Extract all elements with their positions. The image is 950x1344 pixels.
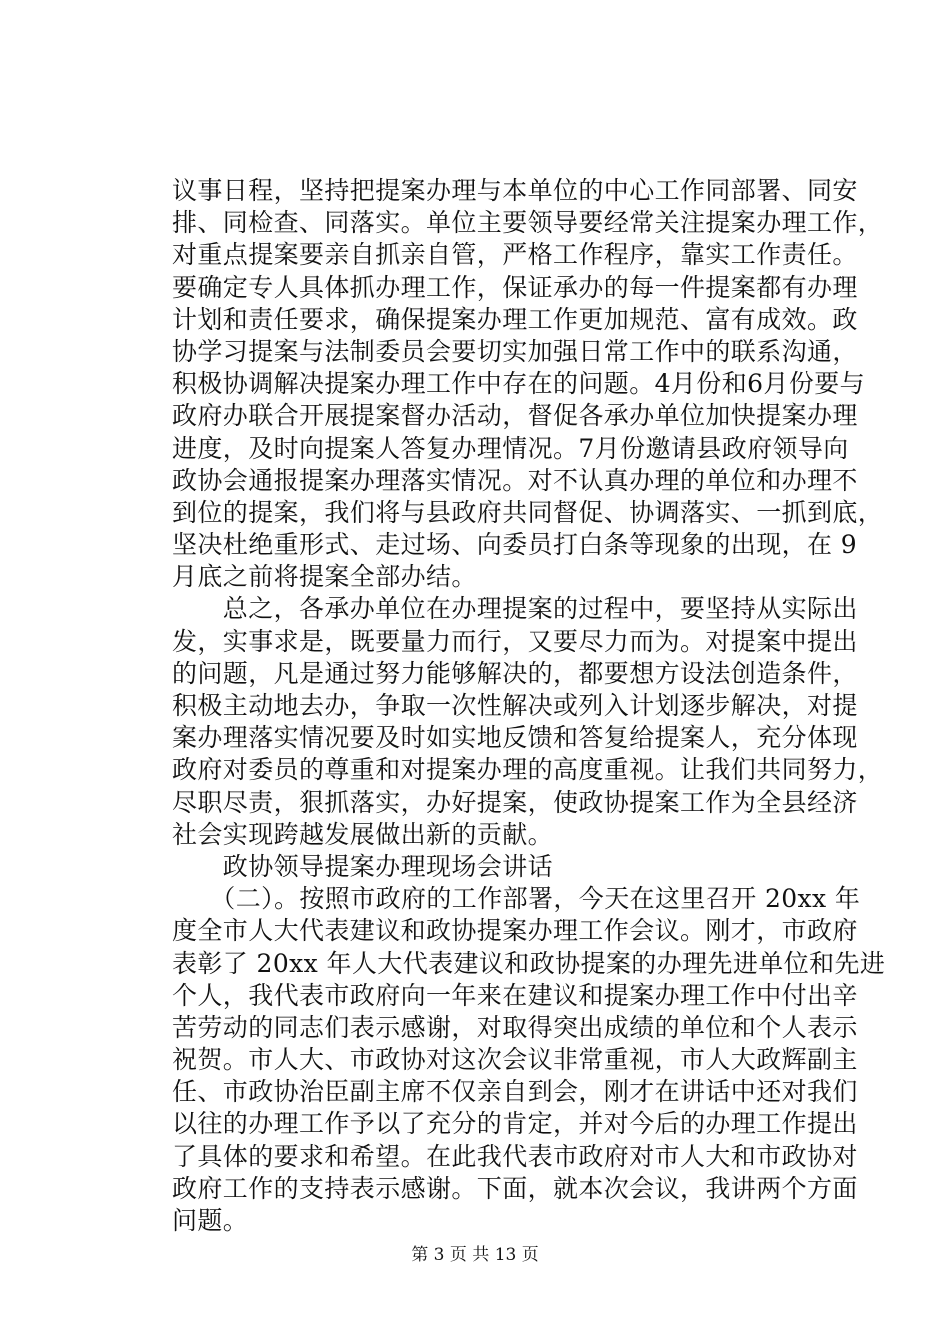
text-line: 积极主动地去办，争取一次性解决或列入计划逐步解决，对提: [172, 691, 858, 720]
text-line: 进度，及时向提案人答复办理情况。7月份邀请县政府领导向: [172, 433, 849, 463]
text-line: 任、市政协治臣副主席不仅亲自到会，刚才在讲话中还对我们: [172, 1077, 858, 1107]
text-line: 的问题，凡是通过努力能够解决的，都要想方设法创造条件，: [172, 658, 858, 688]
text-line: 政协领导提案办理现场会讲话: [172, 851, 554, 881]
text-line: 政府对委员的尊重和对提案办理的高度重视。让我们共同努力，: [172, 755, 884, 785]
text-line: （二）。按照市政府的工作部署，今天在这里召开 20xx 年: [172, 884, 861, 914]
text-line: 祝贺。市人大、市政协对这次会议非常重视，市人大政辉副主: [172, 1045, 858, 1075]
text-line: 问题。: [172, 1206, 249, 1235]
text-line: 表彰了 20xx 年人大代表建议和政协提案的办理先进单位和先进: [172, 948, 886, 978]
text-line: 案办理落实情况要及时如实地反馈和答复给提案人，充分体现: [172, 723, 858, 753]
text-line: 政府办联合开展提案督办活动，督促各承办单位加快提案办理: [172, 401, 858, 431]
text-line: 了具体的要求和希望。在此我代表市政府对市人大和市政协对: [172, 1141, 858, 1171]
text-line: 尽职尽责，狠抓落实，办好提案，使政协提案工作为全县经济: [172, 787, 858, 817]
text-line: 积极协调解决提案办理工作中存在的问题。4月份和6月份要与: [172, 369, 866, 399]
text-line: 政府工作的支持表示感谢。下面，就本次会议，我讲两个方面: [172, 1173, 858, 1203]
text-line: 月底之前将提案全部办结。: [172, 562, 477, 592]
text-line: 发，实事求是，既要量力而行，又要尽力而为。对提案中提出: [172, 626, 858, 656]
text-line: 排、同检查、同落实。单位主要领导要经常关注提案办理工作，: [172, 208, 884, 238]
text-line: 坚决杜绝重形式、走过场、向委员打白条等现象的出现，在 9: [172, 530, 858, 560]
text-line: 到位的提案，我们将与县政府共同督促、协调落实、一抓到底，: [172, 497, 884, 527]
text-line: 政协会通报提案办理落实情况。对不认真办理的单位和办理不: [172, 465, 858, 495]
text-line: 议事日程，坚持把提案办理与本单位的中心工作同部署、同安: [172, 176, 858, 205]
page-footer: 第 3 页 共 13 页: [411, 1245, 539, 1265]
text-line: 以往的办理工作予以了充分的肯定，并对今后的办理工作提出: [172, 1109, 858, 1139]
text-line: 协学习提案与法制委员会要切实加强日常工作中的联系沟通，: [172, 336, 858, 366]
text-line: 对重点提案要亲自抓亲自管，严格工作程序，靠实工作责任。: [172, 240, 858, 270]
text-line: 苦劳动的同志们表示感谢，对取得突出成绩的单位和个人表示: [172, 1012, 858, 1042]
text-line: 要确定专人具体抓办理工作，保证承办的每一件提案都有办理: [172, 272, 858, 302]
text-line: 个人，我代表市政府向一年来在建议和提案办理工作中付出辛: [172, 980, 858, 1010]
text-line: 度全市人大代表建议和政协提案办理工作会议。刚才，市政府: [172, 916, 858, 946]
text-line: 计划和责任要求，确保提案办理工作更加规范、富有成效。政: [172, 304, 858, 334]
text-line: 社会实现跨越发展做出新的贡献。: [172, 819, 554, 849]
text-line: 总之，各承办单位在办理提案的过程中，要坚持从实际出: [172, 594, 858, 624]
body-text: [172, 175, 886, 1237]
